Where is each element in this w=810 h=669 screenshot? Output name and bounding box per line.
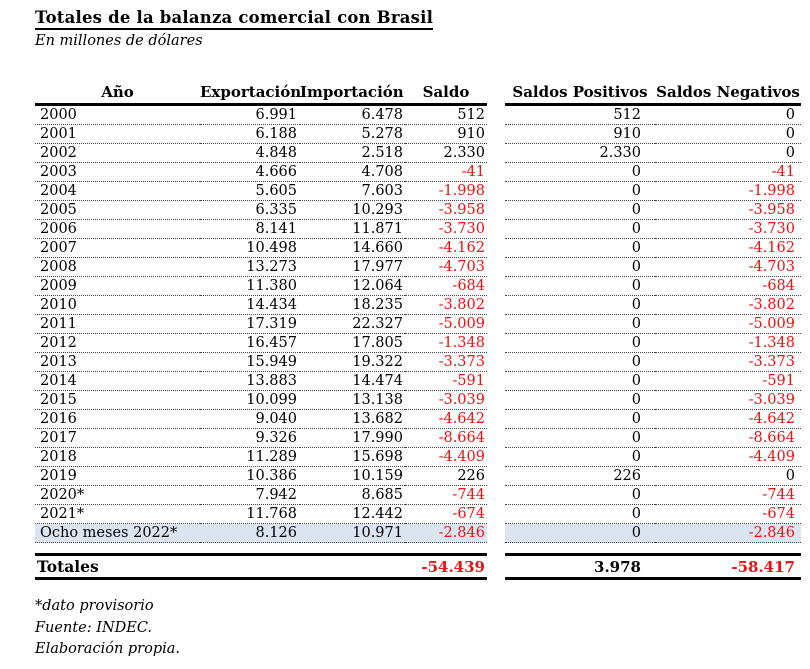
saldo-positivo-cell: 0 — [505, 220, 655, 239]
export-cell: 7.942 — [200, 486, 300, 505]
table-row — [35, 125, 487, 144]
saldo-negativo-cell: -3.958 — [655, 201, 801, 220]
export-cell: 9.040 — [200, 410, 300, 429]
saldo-negativo-cell: -4.162 — [655, 239, 801, 258]
saldo-negativo-cell: -4.642 — [655, 410, 801, 429]
totals-row-right — [505, 553, 801, 580]
export-cell: 13.883 — [200, 372, 300, 391]
saldo-cell: -3.958 — [405, 201, 487, 220]
table-row — [35, 105, 487, 125]
saldo-positivo-cell: 0 — [505, 258, 655, 277]
export-cell: 10.099 — [200, 391, 300, 410]
import-cell: 12.064 — [300, 277, 405, 296]
saldos-row — [505, 220, 801, 239]
saldos-row — [505, 391, 801, 410]
import-cell: 11.871 — [300, 220, 405, 239]
table-row — [35, 144, 487, 163]
table-row — [35, 296, 487, 315]
saldos-row — [505, 144, 801, 163]
table-row — [35, 239, 487, 258]
export-cell: 11.768 — [200, 505, 300, 524]
export-cell: 4.848 — [200, 144, 300, 163]
saldos-row — [505, 296, 801, 315]
table-row — [35, 505, 487, 524]
table-row — [35, 524, 487, 543]
saldo-positivo-cell: 0 — [505, 239, 655, 258]
table-row — [35, 353, 487, 372]
saldo-cell: -4.642 — [405, 410, 487, 429]
saldo-cell: 910 — [405, 125, 487, 144]
saldo-positivo-cell: 0 — [505, 486, 655, 505]
saldo-positivo-cell: 512 — [505, 105, 655, 125]
page-subtitle: En millones de dólares — [35, 33, 203, 49]
saldo-positivo-cell: 0 — [505, 296, 655, 315]
year-cell: 2020* — [35, 486, 200, 505]
table-row — [35, 391, 487, 410]
saldo-positivo-cell: 0 — [505, 353, 655, 372]
footnote-provisional: *dato provisorio — [35, 598, 154, 614]
import-cell: 14.474 — [300, 372, 405, 391]
year-cell: 2012 — [35, 334, 200, 353]
year-cell: 2005 — [35, 201, 200, 220]
saldos-row — [505, 410, 801, 429]
saldo-cell: -2.846 — [405, 524, 487, 543]
import-cell: 2.518 — [300, 144, 405, 163]
saldo-negativo-cell: 0 — [655, 144, 801, 163]
import-cell: 19.322 — [300, 353, 405, 372]
year-cell: 2009 — [35, 277, 200, 296]
saldo-cell: -3.802 — [405, 296, 487, 315]
saldo-negativo-cell: -41 — [655, 163, 801, 182]
table-row — [35, 334, 487, 353]
export-cell: 6.188 — [200, 125, 300, 144]
trade-balance-table — [35, 80, 487, 543]
saldos-row — [505, 353, 801, 372]
saldo-cell: -4.409 — [405, 448, 487, 467]
saldo-cell: -3.730 — [405, 220, 487, 239]
table-row — [35, 410, 487, 429]
saldos-row — [505, 258, 801, 277]
table-row — [35, 315, 487, 334]
import-cell: 14.660 — [300, 239, 405, 258]
year-cell: 2004 — [35, 182, 200, 201]
saldo-negativo-cell: -3.373 — [655, 353, 801, 372]
totals-row-left — [35, 553, 487, 580]
import-cell: 10.971 — [300, 524, 405, 543]
saldo-negativo-cell: -3.802 — [655, 296, 801, 315]
saldo-negativo-cell: -4.703 — [655, 258, 801, 277]
saldo-cell: 226 — [405, 467, 487, 486]
saldos-row — [505, 524, 801, 543]
page-title: Totales de la balanza comercial con Brasil — [35, 8, 433, 30]
saldo-cell: -1.998 — [405, 182, 487, 201]
saldos-row — [505, 334, 801, 353]
import-cell: 17.977 — [300, 258, 405, 277]
column-header-saldo: Saldo — [405, 80, 487, 105]
import-cell: 10.159 — [300, 467, 405, 486]
footnotes — [35, 596, 180, 661]
saldo-cell: -3.039 — [405, 391, 487, 410]
import-cell: 12.442 — [300, 505, 405, 524]
import-cell: 5.278 — [300, 125, 405, 144]
saldo-cell: -5.009 — [405, 315, 487, 334]
header-row — [505, 80, 801, 105]
import-cell: 17.805 — [300, 334, 405, 353]
saldo-positivo-cell: 226 — [505, 467, 655, 486]
saldo-positivo-cell: 0 — [505, 201, 655, 220]
saldo-positivo-cell: 0 — [505, 391, 655, 410]
saldo-negativo-cell: -1.998 — [655, 182, 801, 201]
year-cell: 2003 — [35, 163, 200, 182]
totals-saldo-value: -54.439 — [421, 557, 485, 576]
saldo-cell: 512 — [405, 105, 487, 125]
year-cell: 2011 — [35, 315, 200, 334]
saldos-row — [505, 429, 801, 448]
export-cell: 8.126 — [200, 524, 300, 543]
saldo-negativo-cell: -744 — [655, 486, 801, 505]
year-cell: 2000 — [35, 105, 200, 125]
saldo-positivo-cell: 0 — [505, 163, 655, 182]
year-cell: 2021* — [35, 505, 200, 524]
year-cell: 2006 — [35, 220, 200, 239]
saldo-positivo-cell: 0 — [505, 448, 655, 467]
saldos-row — [505, 163, 801, 182]
saldo-negativo-cell: -4.409 — [655, 448, 801, 467]
column-header-import: Importación — [300, 80, 405, 105]
import-cell: 8.685 — [300, 486, 405, 505]
saldo-negativo-cell: -5.009 — [655, 315, 801, 334]
saldo-cell: -1.348 — [405, 334, 487, 353]
import-cell: 6.478 — [300, 105, 405, 125]
saldo-cell: -591 — [405, 372, 487, 391]
import-cell: 10.293 — [300, 201, 405, 220]
saldos-row — [505, 277, 801, 296]
saldos-row — [505, 105, 801, 125]
export-cell: 10.386 — [200, 467, 300, 486]
trade-balance-table-header — [35, 80, 487, 105]
saldo-negativo-cell: 0 — [655, 105, 801, 125]
column-header-year: Año — [35, 80, 200, 105]
saldo-positivo-cell: 0 — [505, 429, 655, 448]
saldo-positivo-cell: 910 — [505, 125, 655, 144]
saldos-row — [505, 486, 801, 505]
totals-label: Totales — [37, 557, 99, 576]
saldo-negativo-cell: -3.730 — [655, 220, 801, 239]
import-cell: 15.698 — [300, 448, 405, 467]
export-cell: 13.273 — [200, 258, 300, 277]
saldo-positivo-cell: 2.330 — [505, 144, 655, 163]
saldo-cell: -744 — [405, 486, 487, 505]
year-cell: 2008 — [35, 258, 200, 277]
table-row — [35, 429, 487, 448]
export-cell: 6.991 — [200, 105, 300, 125]
year-cell: 2019 — [35, 467, 200, 486]
saldos-row — [505, 467, 801, 486]
export-cell: 14.434 — [200, 296, 300, 315]
saldo-cell: -4.703 — [405, 258, 487, 277]
export-cell: 4.666 — [200, 163, 300, 182]
export-cell: 6.335 — [200, 201, 300, 220]
saldo-negativo-cell: -684 — [655, 277, 801, 296]
table-row — [35, 467, 487, 486]
export-cell: 17.319 — [200, 315, 300, 334]
saldo-positivo-cell: 0 — [505, 334, 655, 353]
saldo-negativo-cell: -1.348 — [655, 334, 801, 353]
saldo-cell: -674 — [405, 505, 487, 524]
footnote-source: Fuente: INDEC. — [35, 619, 153, 636]
import-cell: 17.990 — [300, 429, 405, 448]
export-cell: 10.498 — [200, 239, 300, 258]
saldos-row — [505, 448, 801, 467]
saldos-row — [505, 182, 801, 201]
table-row — [35, 182, 487, 201]
saldos-table — [505, 80, 801, 543]
saldo-cell: -684 — [405, 277, 487, 296]
year-cell: Ocho meses 2022* — [35, 524, 200, 543]
saldos-row — [505, 505, 801, 524]
year-cell: 2002 — [35, 144, 200, 163]
saldos-row — [505, 372, 801, 391]
saldos-table-body — [505, 105, 801, 543]
header-row — [35, 80, 487, 105]
saldo-negativo-cell: -674 — [655, 505, 801, 524]
saldo-negativo-cell: -8.664 — [655, 429, 801, 448]
saldo-negativo-cell: 0 — [655, 125, 801, 144]
table-row — [35, 486, 487, 505]
saldos-row — [505, 315, 801, 334]
export-cell: 15.949 — [200, 353, 300, 372]
column-header-saldos-positivos: Saldos Positivos — [505, 80, 655, 105]
saldo-negativo-cell: -2.846 — [655, 524, 801, 543]
year-cell: 2013 — [35, 353, 200, 372]
saldos-row — [505, 201, 801, 220]
saldo-positivo-cell: 0 — [505, 372, 655, 391]
table-row — [35, 163, 487, 182]
table-row — [35, 258, 487, 277]
saldo-negativo-cell: -3.039 — [655, 391, 801, 410]
import-cell: 22.327 — [300, 315, 405, 334]
saldo-cell: -8.664 — [405, 429, 487, 448]
table-row — [35, 448, 487, 467]
totals-saldos-positivos-value: 3.978 — [594, 557, 641, 576]
export-cell: 8.141 — [200, 220, 300, 239]
export-cell: 5.605 — [200, 182, 300, 201]
saldo-positivo-cell: 0 — [505, 410, 655, 429]
export-cell: 16.457 — [200, 334, 300, 353]
year-cell: 2007 — [35, 239, 200, 258]
saldos-row — [505, 125, 801, 144]
saldo-positivo-cell: 0 — [505, 524, 655, 543]
year-cell: 2010 — [35, 296, 200, 315]
export-cell: 9.326 — [200, 429, 300, 448]
import-cell: 13.682 — [300, 410, 405, 429]
tables-container — [35, 80, 801, 543]
column-header-saldos-negativos: Saldos Negativos — [655, 80, 801, 105]
year-cell: 2001 — [35, 125, 200, 144]
table-row — [35, 220, 487, 239]
saldo-cell: -4.162 — [405, 239, 487, 258]
year-cell: 2016 — [35, 410, 200, 429]
import-cell: 18.235 — [300, 296, 405, 315]
saldo-positivo-cell: 0 — [505, 315, 655, 334]
saldo-positivo-cell: 0 — [505, 505, 655, 524]
saldo-negativo-cell: -591 — [655, 372, 801, 391]
import-cell: 13.138 — [300, 391, 405, 410]
year-cell: 2015 — [35, 391, 200, 410]
import-cell: 4.708 — [300, 163, 405, 182]
saldos-table-header — [505, 80, 801, 105]
saldo-cell: -3.373 — [405, 353, 487, 372]
saldos-row — [505, 239, 801, 258]
year-cell: 2018 — [35, 448, 200, 467]
saldo-cell: -41 — [405, 163, 487, 182]
export-cell: 11.289 — [200, 448, 300, 467]
saldo-positivo-cell: 0 — [505, 277, 655, 296]
saldo-positivo-cell: 0 — [505, 182, 655, 201]
saldo-cell: 2.330 — [405, 144, 487, 163]
table-row — [35, 277, 487, 296]
footnote-elaboration: Elaboración propia. — [35, 641, 181, 657]
table-row — [35, 201, 487, 220]
import-cell: 7.603 — [300, 182, 405, 201]
table-row — [35, 372, 487, 391]
saldo-negativo-cell: 0 — [655, 467, 801, 486]
export-cell: 11.380 — [200, 277, 300, 296]
year-cell: 2017 — [35, 429, 200, 448]
column-header-export: Exportación — [200, 80, 300, 105]
year-cell: 2014 — [35, 372, 200, 391]
main-table-body — [35, 105, 487, 543]
totals-saldos-negativos-value: -58.417 — [731, 557, 795, 576]
